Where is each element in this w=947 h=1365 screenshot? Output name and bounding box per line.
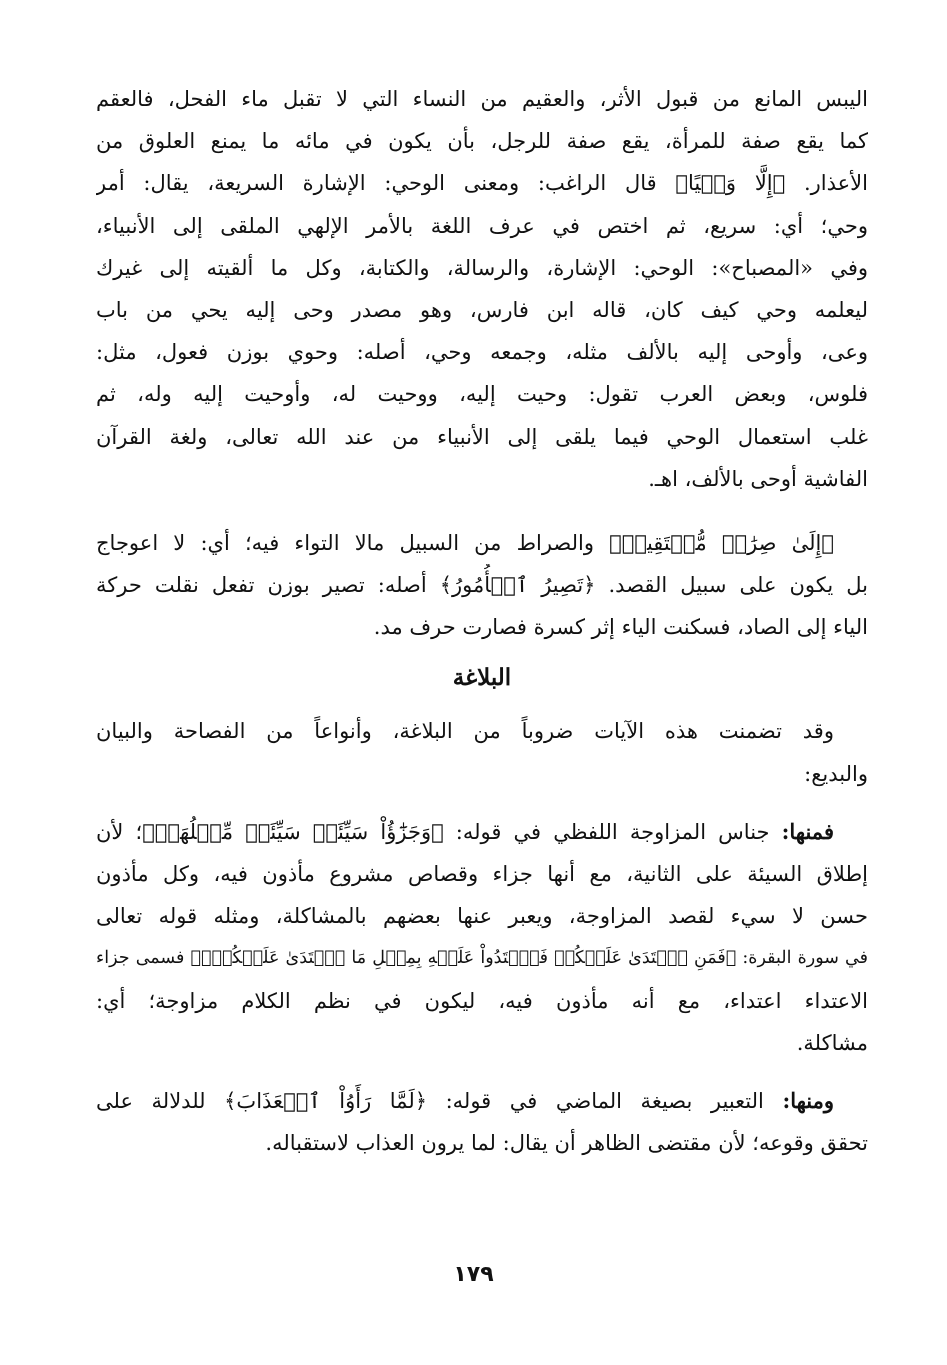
text-line: غلب استعمال الوحي فيما يلقى إلى الأنبياء من عند الله تعالى، ولغة القرآن [96, 424, 868, 449]
page-number: ١٧٩ [453, 1262, 494, 1287]
paragraph-spacer [96, 795, 868, 811]
paragraph-sirat-definition [96, 522, 868, 649]
text-line: إطلاق السيئة على الثانية، مع أنها جزاء وقصاص مشروع مأذون فيه، وكل مأذون [96, 862, 868, 886]
paragraph-lead: فمنها: [781, 818, 834, 844]
text-line: والبديع: [804, 761, 868, 786]
page-body [96, 78, 868, 1164]
text-line: وعى، وأوحى إليه بالألف مثله، وجمعه وحي، أصله: وحوي بوزن فعول، مثل: [96, 340, 868, 365]
text-line [96, 811, 868, 853]
text-line: حسن لا سيء لقصد المزاوجة، ويعبر عنها بعضهم بالمشاكلة، ومثله قوله تعالى [96, 904, 868, 929]
text-line: الاعتداء اعتداء، مع أنه مأذون فيه، ليكون في نظم الكلام مزاوجة؛ أي: [96, 988, 868, 1013]
text-line: تحقق وقوعه؛ لأن مقتضى الظاهر أن يقال: لما يرون العذاب لاستقباله. [265, 1131, 868, 1156]
text-line: الأعذار. ﴿إِلَّا وَحۡيًا﴾ قال الراغب: ومعنى الوحي: الإشارة السريعة، يقال: أمر [96, 171, 868, 196]
paragraph-past-tense [96, 1080, 868, 1164]
paragraph-lead: ومنها: [782, 1087, 834, 1113]
paragraph-jinas-muzawaja [96, 811, 868, 1064]
text-line: فلوس، وبعض العرب تقول: وحيت إليه، ووحيت له، وأوحيت إليه وله، ثم [96, 382, 868, 407]
text-line: كما يقع صفة للمرأة، يقع صفة للرجل، بأن يكون في مائه ما يمنع العلوق من [96, 129, 868, 154]
text-line: ليعلمه وحي كيف كان، قاله ابن فارس، وهو مصدر وحى إليه يحي من باب [96, 297, 868, 322]
text-line: وقد تضمنت هذه الآيات ضروباً من البلاغة، وأنواعاً من الفصاحة والبيان [96, 719, 834, 744]
paragraph-balagha-intro [96, 710, 868, 794]
text-line: ﴿إِلَىٰ صِرَٰطٖ مُّسۡتَقِيمٖ﴾ والصراط من السبيل مالا التواء فيه؛ أي: لا اعوجاج [96, 530, 834, 555]
text-line: وفي «المصباح»: الوحي: الإشارة، والرسالة، والكتابة، وكل ما ألقيته إلى غيرك [96, 255, 868, 280]
text-line: اليبس المانع من قبول الأثر، والعقيم من النساء التي لا تقبل ماء الفحل، فالعقم [96, 87, 868, 111]
paragraph-spacer [96, 1064, 868, 1080]
section-heading: البلاغة [452, 664, 512, 692]
text-line: الفاشية أوحى بالألف، اهـ. [648, 466, 868, 491]
text-line: في سورة البقرة: ﴿فَمَنِ ٱعۡتَدَىٰ عَلَيۡكُمۡ فَٱعۡتَدُواْ عَلَيۡهِ بِمِثۡلِ مَا ٱعۡتَدَىٰ عَلَيۡكُمۡۚ﴾ فسمى جزاء [96, 948, 868, 969]
text-segment: جناس المزاوجة اللفظي في قوله: ﴿وَجَزَٰٓؤُاْ سَيِّئَةٖ سَيِّئَةٞ مِّثۡلُهَاۖ﴾؛ لأن [96, 819, 782, 844]
text-line: بل يكون على سبيل القصد. ﴿تَصِيرُ ٱلۡأُمُورُ﴾ أصله: تصير بوزن تفعل نقلت حركة [96, 573, 868, 598]
text-segment: التعبير بصيغة الماضي في قوله: ﴿لَمَّا رَأَوُاْ ٱلۡعَذَابَ﴾ للدلالة على [96, 1088, 783, 1113]
paragraph-wahy-definition [96, 78, 868, 500]
text-line: الياء إلى الصاد، فسكنت الياء إثر كسرة فصارت حرف مد. [373, 615, 868, 640]
paragraph-spacer [96, 500, 868, 522]
text-line: وحي؛ أي: سريع، ثم اختص في عرف اللغة بالأمر الإلهي الملقى إلى الأنبياء، [96, 213, 868, 238]
text-line: مشاكلة. [796, 1030, 868, 1055]
text-line [96, 1080, 868, 1122]
